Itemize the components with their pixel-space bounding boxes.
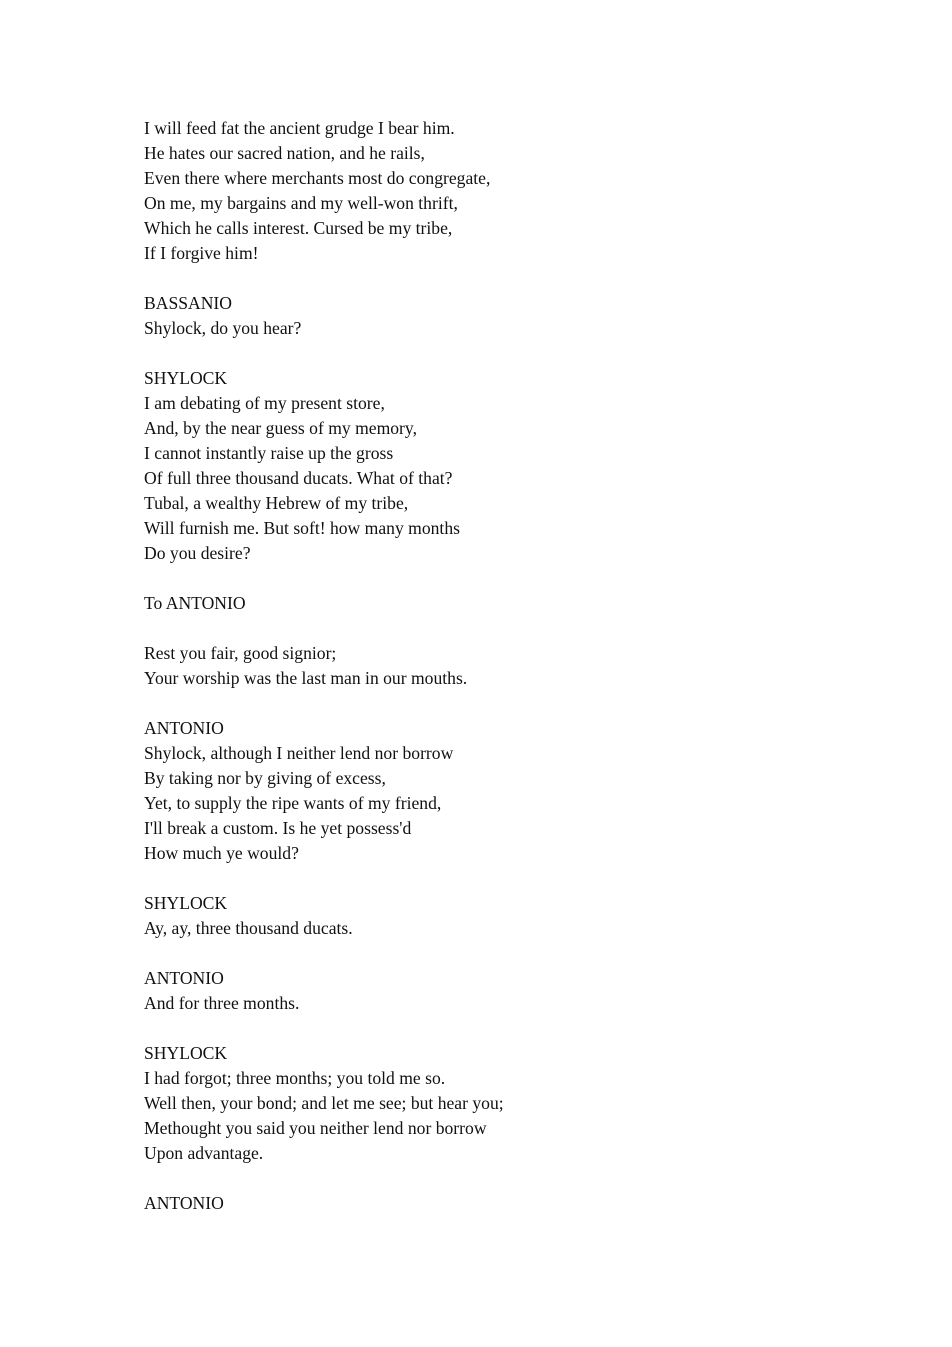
verse-line: Well then, your bond; and let me see; but hear you; — [144, 1093, 504, 1113]
verse-line: Will furnish me. But soft! how many months — [144, 518, 460, 538]
verse-line: I'll break a custom. Is he yet possess'd — [144, 818, 412, 838]
verse-line: Yet, to supply the ripe wants of my friend, — [144, 793, 442, 813]
stage-direction — [144, 591, 904, 616]
verse-line: Upon advantage. — [144, 1143, 264, 1163]
stage-direction-text: To ANTONIO — [144, 593, 246, 613]
verse-line: And for three months. — [144, 993, 300, 1013]
verse-line: Tubal, a wealthy Hebrew of my tribe, — [144, 493, 409, 513]
speaker-name: ANTONIO — [144, 718, 224, 738]
verse-block — [144, 116, 904, 266]
speech-block — [144, 891, 904, 941]
verse-line: And, by the near guess of my memory, — [144, 418, 417, 438]
speech-block — [144, 1041, 904, 1166]
verse-block — [144, 641, 904, 691]
speech-block — [144, 966, 904, 1016]
verse-line: If I forgive him! — [144, 243, 259, 263]
document-page — [144, 116, 904, 1241]
speech-block — [144, 1191, 904, 1216]
speaker-name: ANTONIO — [144, 968, 224, 988]
speech-block — [144, 366, 904, 566]
verse-line: Methought you said you neither lend nor borrow — [144, 1118, 487, 1138]
speaker-name: SHYLOCK — [144, 368, 228, 388]
verse-line: Do you desire? — [144, 543, 251, 563]
speaker-name: SHYLOCK — [144, 893, 228, 913]
verse-line: Ay, ay, three thousand ducats. — [144, 918, 353, 938]
verse-line: He hates our sacred nation, and he rails, — [144, 143, 425, 163]
verse-line: I cannot instantly raise up the gross — [144, 443, 394, 463]
verse-line: How much ye would? — [144, 843, 299, 863]
verse-line: I will feed fat the ancient grudge I bear him. — [144, 118, 455, 138]
verse-line: By taking nor by giving of excess, — [144, 768, 386, 788]
verse-line: Your worship was the last man in our mouths. — [144, 668, 468, 688]
verse-line: Even there where merchants most do congregate, — [144, 168, 491, 188]
speaker-name: ANTONIO — [144, 1193, 224, 1213]
speaker-name: BASSANIO — [144, 293, 232, 313]
verse-line: I had forgot; three months; you told me so. — [144, 1068, 446, 1088]
speech-block — [144, 291, 904, 341]
verse-line: Of full three thousand ducats. What of that? — [144, 468, 453, 488]
verse-line: Which he calls interest. Cursed be my tribe, — [144, 218, 453, 238]
verse-line: Rest you fair, good signior; — [144, 643, 337, 663]
speech-block — [144, 716, 904, 866]
verse-line: Shylock, do you hear? — [144, 318, 302, 338]
verse-line: Shylock, although I neither lend nor borrow — [144, 743, 454, 763]
verse-line: On me, my bargains and my well-won thrift, — [144, 193, 458, 213]
verse-line: I am debating of my present store, — [144, 393, 385, 413]
speaker-name: SHYLOCK — [144, 1043, 228, 1063]
